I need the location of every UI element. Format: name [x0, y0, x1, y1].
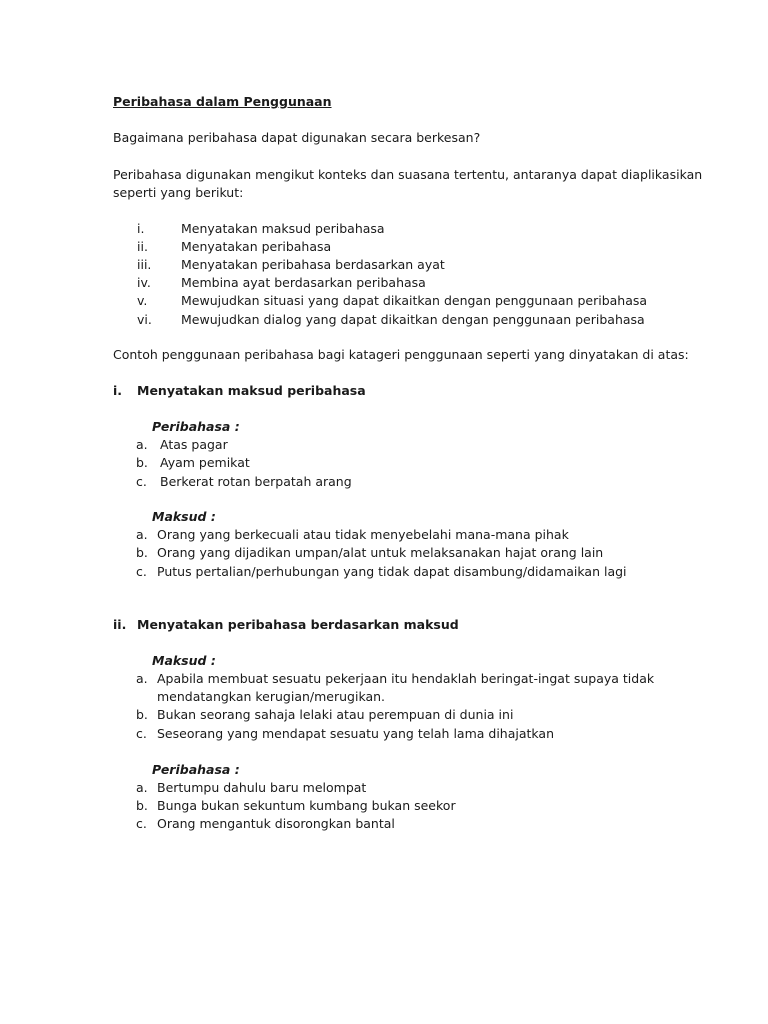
list-item: Putus pertalian/perhubungan yang tidak dapat disambung/didamaikan lagi: [157, 564, 627, 579]
list-letter: a.: [136, 780, 148, 795]
list-letter: b.: [136, 455, 148, 470]
question-text: Bagaimana peribahasa dapat digunakan secara berkesan?: [113, 130, 481, 145]
category-text: Menyatakan peribahasa berdasarkan ayat: [181, 257, 445, 272]
section2-heading: Menyatakan peribahasa berdasarkan maksud: [137, 617, 459, 632]
list-letter: c.: [136, 816, 147, 831]
examples-intro-text: Contoh penggunaan peribahasa bagi katageri penggunaan seperti yang dinyatakan di atas:: [113, 347, 689, 362]
list-letter: c.: [136, 474, 147, 489]
list-item: Ayam pemikat: [160, 455, 250, 470]
category-number: v.: [137, 293, 148, 308]
list-letter: a.: [136, 671, 148, 686]
category-text: Mewujudkan dialog yang dapat dikaitkan dengan penggunaan peribahasa: [181, 312, 645, 327]
section1-maksud-label: Maksud :: [152, 509, 216, 524]
category-text: Menyatakan peribahasa: [181, 239, 332, 254]
category-text: Menyatakan maksud peribahasa: [181, 221, 385, 236]
list-item: Orang yang dijadikan umpan/alat untuk melaksanakan hajat orang lain: [157, 545, 604, 560]
document-title: Peribahasa dalam Penggunaan: [113, 94, 332, 109]
intro-text-line1: Peribahasa digunakan mengikut konteks dan suasana tertentu, antaranya dapat diaplikasikan: [113, 167, 703, 182]
category-number: vi.: [137, 312, 152, 327]
list-letter: c.: [136, 726, 147, 741]
list-item: Orang mengantuk disorongkan bantal: [157, 816, 395, 831]
intro-text-line2: seperti yang berikut:: [113, 185, 244, 200]
category-text: Mewujudkan situasi yang dapat dikaitkan dengan penggunaan peribahasa: [181, 293, 648, 308]
list-item: Bunga bukan sekuntum kumbang bukan seekor: [157, 798, 456, 813]
list-letter: b.: [136, 545, 148, 560]
list-letter: a.: [136, 527, 148, 542]
list-letter: a.: [136, 437, 148, 452]
list-item-continuation: mendatangkan kerugian/merugikan.: [157, 689, 386, 704]
list-letter: b.: [136, 798, 148, 813]
list-letter: c.: [136, 564, 147, 579]
section2-peribahasa-label: Peribahasa :: [152, 762, 240, 777]
list-item: Bertumpu dahulu baru melompat: [157, 780, 367, 795]
category-number: ii.: [137, 239, 148, 254]
section2-maksud-label: Maksud :: [152, 653, 216, 668]
list-letter: b.: [136, 707, 148, 722]
list-item: Bukan seorang sahaja lelaki atau perempuan di dunia ini: [157, 707, 514, 722]
list-item: Seseorang yang mendapat sesuatu yang telah lama dihajatkan: [157, 726, 555, 741]
category-text: Membina ayat berdasarkan peribahasa: [181, 275, 426, 290]
section1-peribahasa-label: Peribahasa :: [152, 419, 240, 434]
section2-number: ii.: [113, 617, 127, 632]
category-number: iii.: [137, 257, 152, 272]
section1-number: i.: [113, 383, 123, 398]
list-item: Berkerat rotan berpatah arang: [160, 474, 352, 489]
category-number: iv.: [137, 275, 151, 290]
section1-heading: Menyatakan maksud peribahasa: [137, 383, 366, 398]
list-item: Orang yang berkecuali atau tidak menyebelahi mana-mana pihak: [157, 527, 569, 542]
list-item: Apabila membuat sesuatu pekerjaan itu hendaklah beringat-ingat supaya tidak: [157, 671, 655, 686]
list-item: Atas pagar: [160, 437, 228, 452]
category-number: i.: [137, 221, 145, 236]
